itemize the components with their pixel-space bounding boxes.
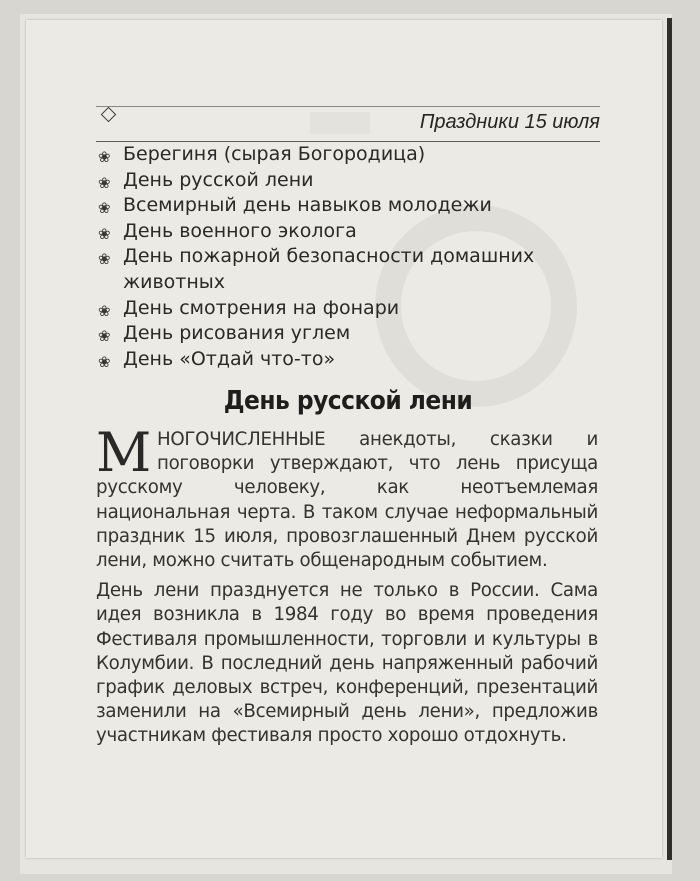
flower-bullet-icon: ❀ xyxy=(98,224,111,243)
holiday-list xyxy=(96,142,600,372)
list-item: ❀ День военного эколога xyxy=(96,219,600,245)
paragraph-1-text: анекдоты, сказки и поговорки утверждают, что лень присуща русскому человеку, как неотъемлемая национальная черта. В таком случае неформальный праздник 15 июля, провозглашенный Днем русской лени, можно считать общенародным событием. xyxy=(96,429,598,572)
list-item: ❀ День русской лени xyxy=(96,168,600,194)
list-item: ❀ День пожарной безопасности домашних животных xyxy=(98,245,535,293)
list-item: ❀ Всемирный день навыков молодежи xyxy=(96,193,600,219)
flower-bullet-icon: ❀ xyxy=(98,148,111,166)
flower-bullet-icon: ❀ xyxy=(98,352,111,371)
flower-bullet-icon: ❀ xyxy=(98,173,111,192)
drop-cap: М xyxy=(96,421,151,484)
flower-bullet-icon: ❀ xyxy=(98,250,111,269)
article-paragraph-1 xyxy=(96,421,598,573)
list-item: ❀ Берегиня (сырая Богородица) xyxy=(96,142,600,168)
article-title: День русской лени xyxy=(223,386,473,416)
article-paragraph-2: День лени празднуется не только в России. Сама идея возникла в 1984 году во время проведения Фестиваля промышленности, торговли и культуры в Колумбии. В последний день напряженный рабочий график деловых встреч, конференций, презентаций заменили на «Всемирный день лени», предложив участникам фестиваля просто хорошо отдохнуть. xyxy=(96,580,598,747)
list-item: ❀ День смотрения на фонари xyxy=(96,296,600,322)
list-item: ❀ День «Отдай что-то» xyxy=(96,347,600,373)
flower-bullet-icon: ❀ xyxy=(98,301,111,320)
holidays-header-title: Праздники 15 июля xyxy=(419,111,600,133)
lead-in-caps: НОГОЧИСЛЕННЫЕ xyxy=(157,429,326,450)
article-body xyxy=(96,421,598,755)
flower-bullet-icon: ❀ xyxy=(98,199,111,218)
flower-bullet-icon: ❀ xyxy=(98,327,111,346)
list-item: ❀ День рисования углем xyxy=(96,321,600,347)
page-edge xyxy=(667,18,672,860)
